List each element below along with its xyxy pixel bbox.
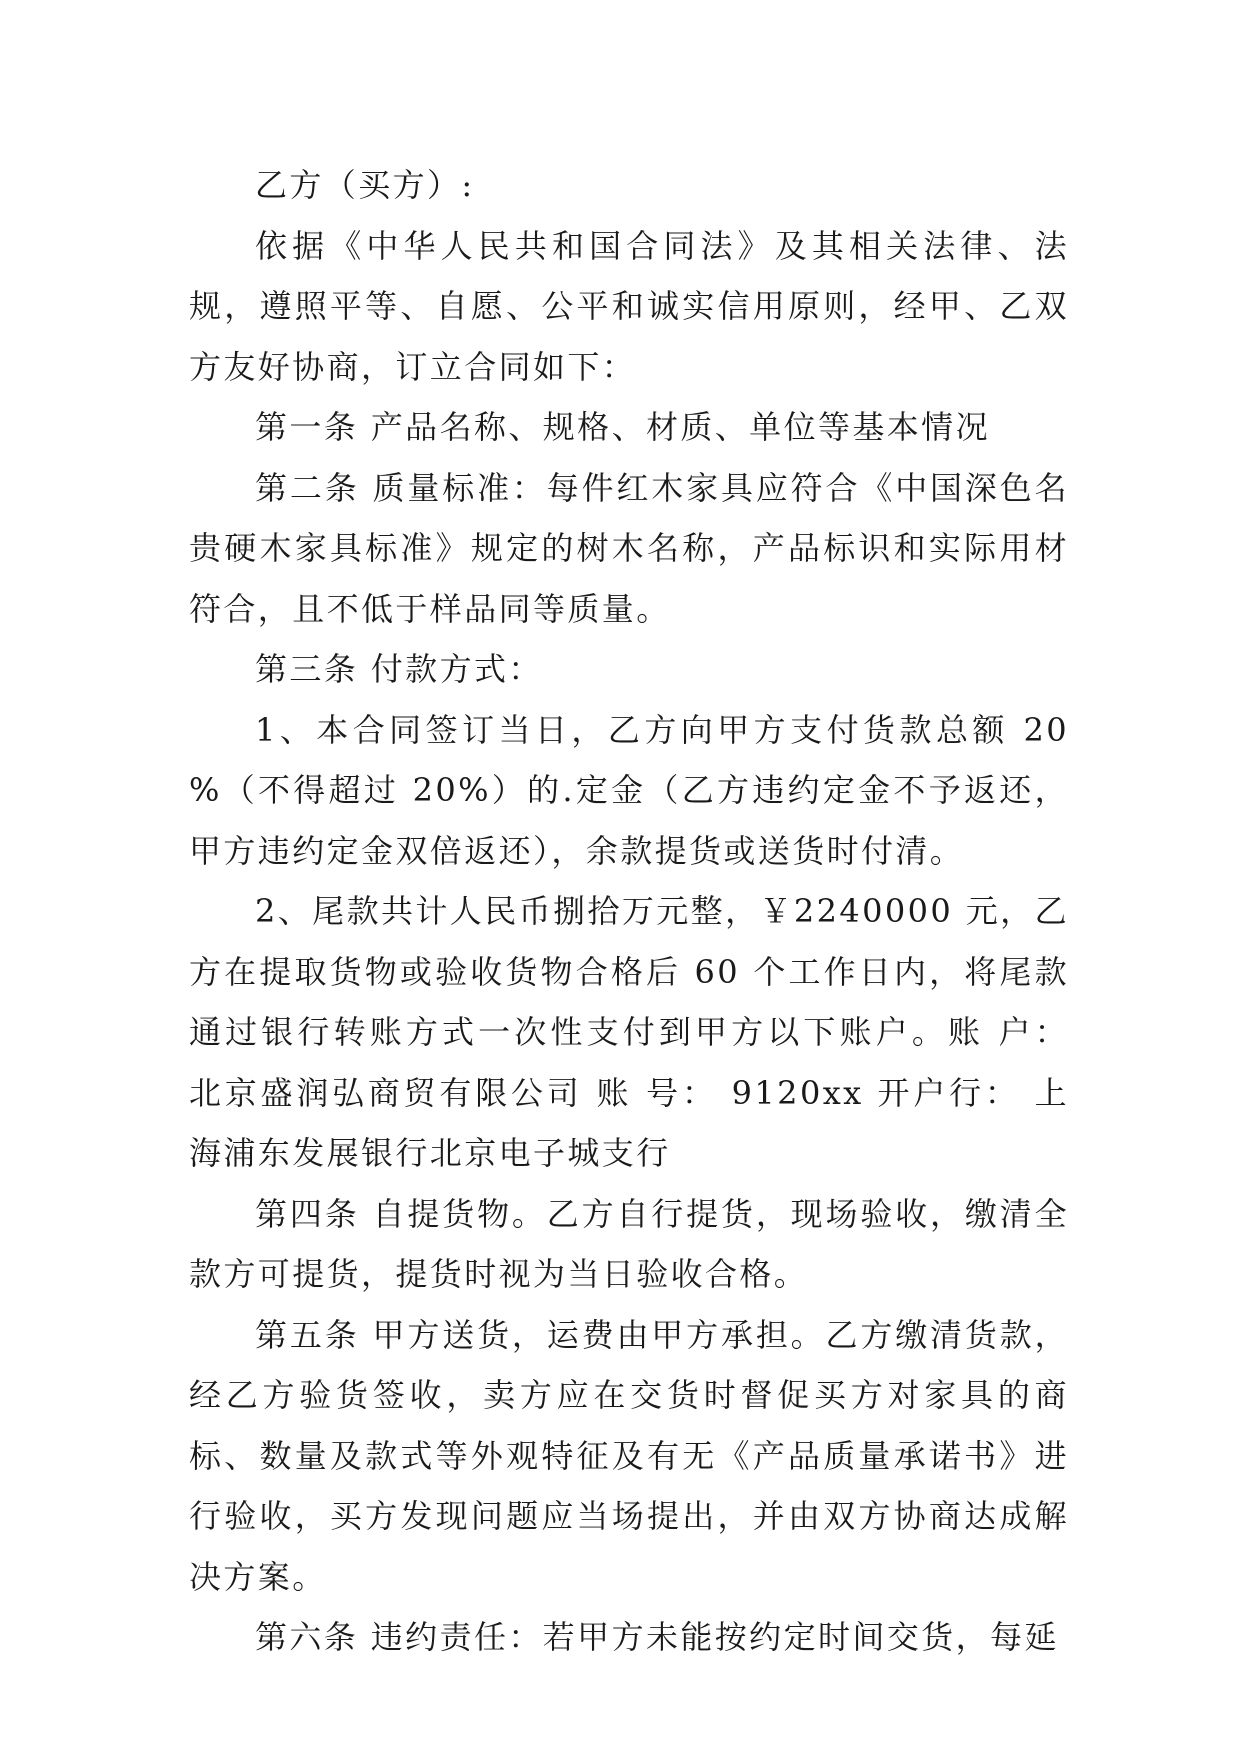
paragraph-article-4: 第四条 自提货物。乙方自行提货，现场验收，缴清全款方可提货，提货时视为当日验收合格。: [189, 1194, 1069, 1293]
contract-body: [189, 155, 1069, 1668]
paragraph-article-5: 第五条 甲方送货，运费由甲方承担。乙方缴清货款，经乙方验货签收，卖方应在交货时督促买方对家具的商标、数量及款式等外观特征及有无《产品质量承诺书》进行验收，买方发现问题应当场提出，并由双方协商达成解决方案。: [189, 1315, 1069, 1596]
paragraph-article-6: 第六条 违约责任：若甲方未能按约定时间交货，每延: [255, 1618, 1059, 1656]
paragraph-article-3-item-2: 2、尾款共计人民币捌拾万元整，￥2240000 元，乙方在提取货物或验收货物合格后 60 个工作日内，将尾款通过银行转账方式一次性支付到甲方以下账户。账 户： 北京盛润弘商贸有限公司 账 号： 9120xx 开户行： 上海浦东发展银行北京电子城支行: [189, 892, 1069, 1172]
paragraph-article-3: 第三条 付款方式：: [255, 650, 543, 688]
paragraph-preamble: 依据《中华人民共和国合同法》及其相关法律、法规，遵照平等、自愿、公平和诚实信用原则，经甲、乙双方友好协商，订立合同如下：: [189, 226, 1069, 386]
paragraph-article-2: 第二条 质量标准：每件红木家具应符合《中国深色名贵硬木家具标准》规定的树木名称，产品标识和实际用材符合，且不低于样品同等质量。: [189, 468, 1069, 628]
paragraph-party-b: 乙方（买方）:: [255, 166, 475, 204]
paragraph-article-1: 第一条 产品名称、规格、材质、单位等基本情况: [255, 408, 990, 446]
paragraph-article-3-item-1: 1、本合同签订当日，乙方向甲方支付货款总额 20 %（不得超过 20%）的.定金（乙方违约定金不予返还，甲方违约定金双倍返还），余款提货或送货时付清。: [189, 710, 1069, 870]
